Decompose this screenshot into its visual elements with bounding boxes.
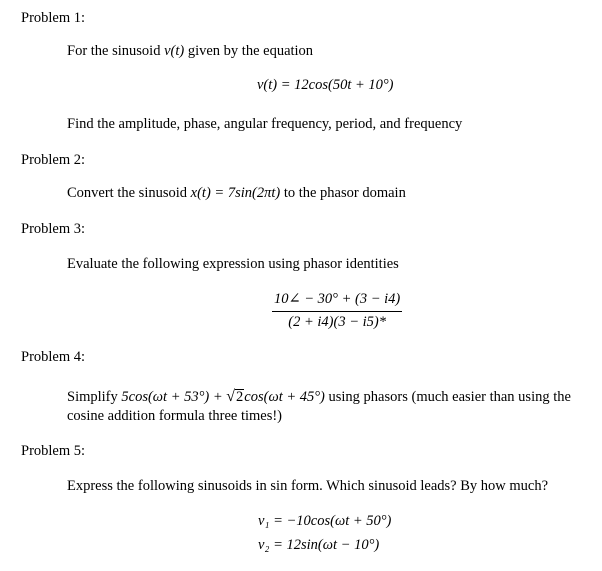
problem-3-denominator: (2 + i4)(3 − i5)*: [288, 314, 386, 330]
problem-2-text: Convert the sinusoid: [67, 185, 191, 201]
problem-2-statement: [67, 185, 406, 202]
problem-2-math: x(t) = 7sin(2πt): [190, 185, 281, 201]
problem-3-numerator: 10∠ − 30° + (3 − i4): [272, 291, 402, 312]
problem-5-equation-1: v₁ = −10cos(ωt + 50°): [258, 513, 392, 529]
problem-5-heading: Problem 5:: [21, 443, 86, 459]
problem-3-heading: Problem 3:: [21, 221, 86, 237]
problem-1-intro-text: For the sinusoid: [67, 43, 165, 59]
problem-1-equation: v(t) = 12cos(50t + 10°): [257, 77, 394, 93]
problem-2-text-end: to the phasor domain: [280, 185, 406, 201]
problem-1-heading: Problem 1:: [21, 10, 86, 26]
problem-3-fraction: [272, 291, 402, 331]
problem-4-radicand: 2: [236, 389, 244, 405]
problem-1-intro: [67, 43, 313, 60]
problem-1-intro-text-end: given by the equation: [184, 43, 314, 59]
problem-1-question: Find the amplitude, phase, angular frequency, period, and frequency: [67, 116, 463, 132]
problem-4-math-b: cos(ωt + 45°): [244, 389, 325, 405]
problem-4-text: Simplify: [67, 389, 122, 405]
problem-5-statement: Express the following sinusoids in sin form. Which sinusoid leads? By how much?: [67, 478, 549, 494]
problem-1-intro-math: v(t): [164, 43, 185, 59]
problem-2-heading: Problem 2:: [21, 152, 86, 168]
problem-4-heading: Problem 4:: [21, 349, 86, 365]
problem-3-statement: Evaluate the following expression using phasor identities: [67, 256, 399, 272]
problem-4-text-end: using phasors (much easier than using the cosine addition formula three times!): [67, 389, 571, 424]
problem-4-radical-sign: √: [226, 388, 236, 405]
problem-4-statement: [67, 387, 587, 426]
problem-5-equation-2: v₂ = 12sin(ωt − 10°): [258, 537, 380, 553]
problem-4-math-a: 5cos(ωt + 53°) +: [121, 389, 227, 405]
